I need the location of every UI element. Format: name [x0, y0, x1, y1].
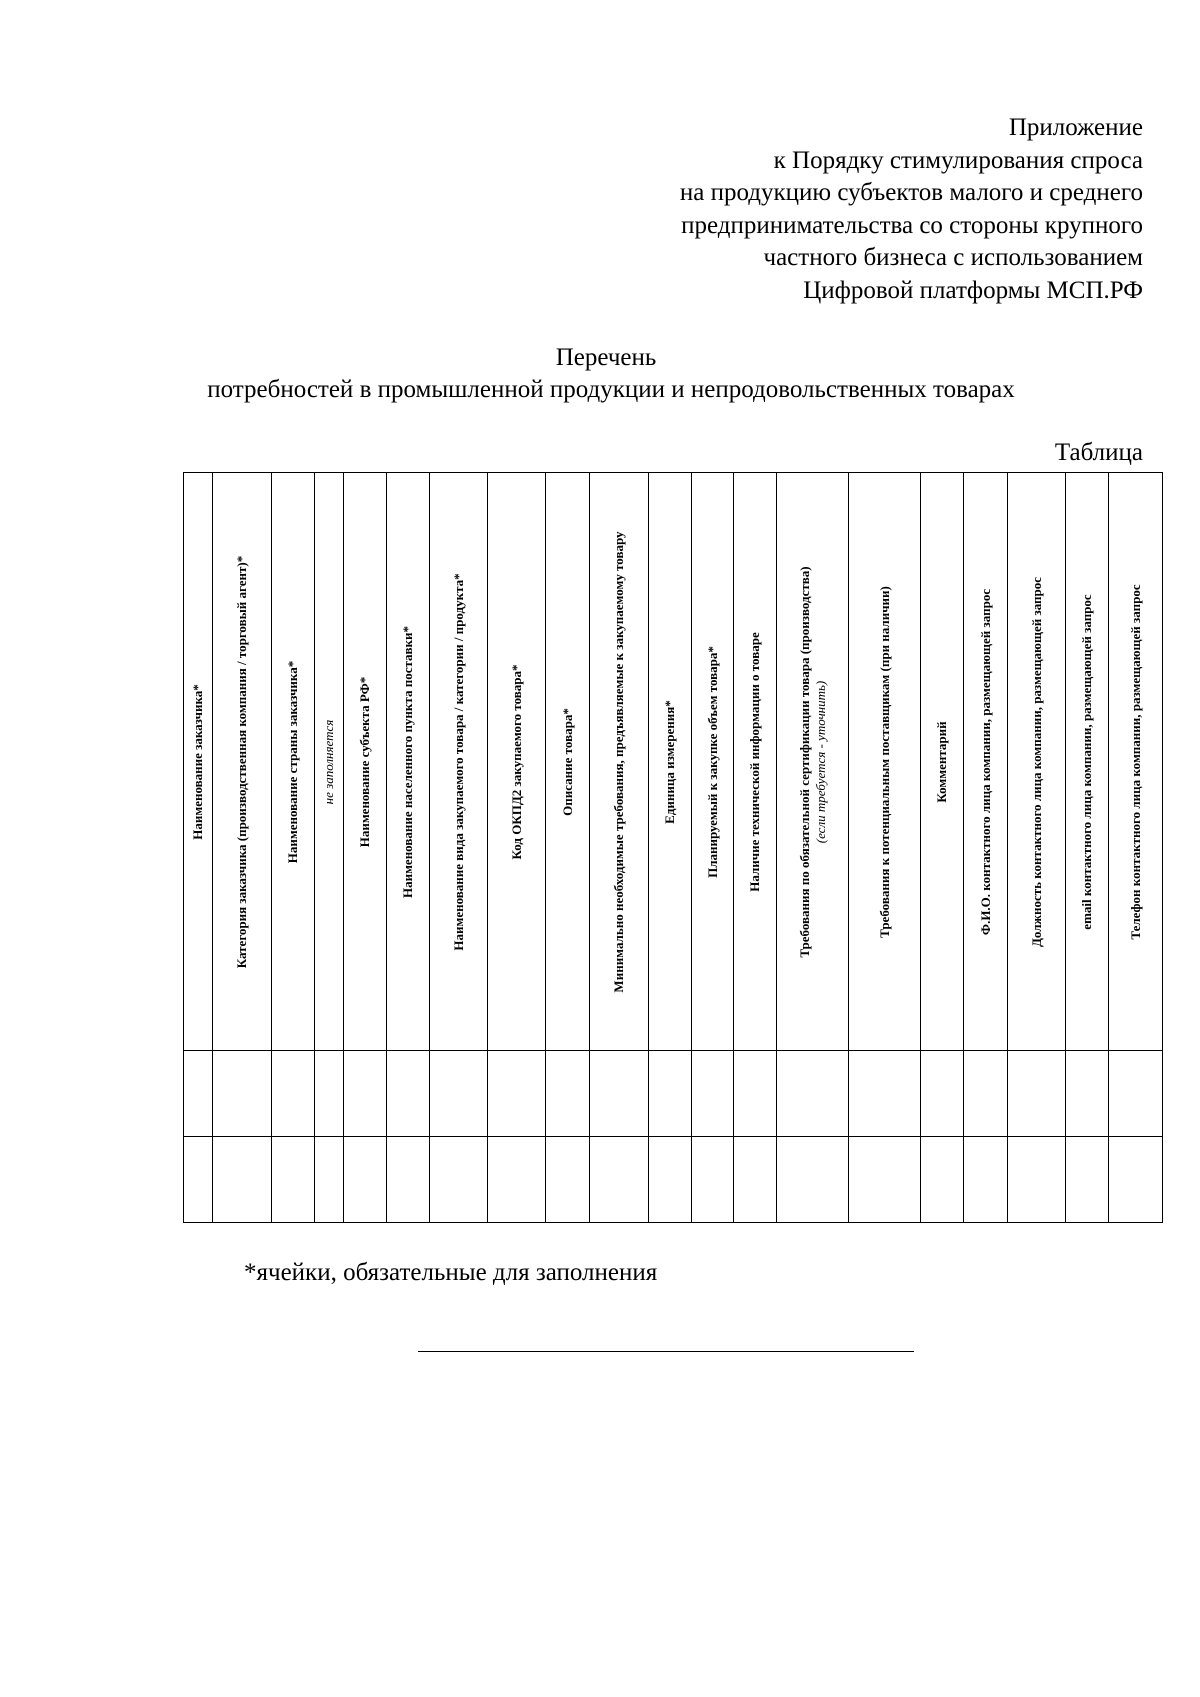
column-header	[344, 473, 387, 1051]
table-cell[interactable]	[692, 1051, 734, 1137]
column-header-label: Минимально необходимые требования, предъявляемые к закупаемому товару	[611, 530, 626, 993]
column-header	[546, 473, 590, 1051]
column-header	[590, 473, 649, 1051]
column-header-label: Наименование заказчика*	[190, 683, 205, 840]
appendix-line: частного бизнеса с использованием	[763, 244, 1143, 271]
table-cell[interactable]	[430, 1137, 488, 1223]
table-header-row	[184, 473, 1163, 1051]
column-header-label: email контактного лица компании, размещающей запрос	[1079, 593, 1094, 930]
table-cell[interactable]	[430, 1051, 488, 1137]
table-cell[interactable]	[546, 1137, 590, 1223]
table-cell[interactable]	[184, 1051, 213, 1137]
needs-table	[183, 472, 1163, 1223]
footnote: *ячейки, обязательные для заполнения	[244, 1259, 658, 1286]
column-header	[849, 473, 921, 1051]
column-header	[692, 473, 734, 1051]
column-header-label: Категория заказчика (производственная компания / торговый агент)*	[234, 555, 249, 968]
column-header-label: Наименование страны заказчика*	[285, 660, 300, 863]
column-header	[430, 473, 488, 1051]
column-header	[734, 473, 777, 1051]
table-row	[184, 1051, 1163, 1137]
column-header-label: Код ОКПД2 закупаемого товара*	[508, 663, 524, 860]
column-header-label: Наименование вида закупаемого товара / категории / продукта*	[450, 572, 466, 951]
table-cell[interactable]	[488, 1051, 546, 1137]
column-header-label: Телефон контактного лица компании, размещающей запрос	[1127, 583, 1143, 940]
column-header-label: Планируемый к закупке объем товара*	[704, 645, 720, 878]
appendix-line: Приложение	[1008, 114, 1143, 141]
column-header	[649, 473, 692, 1051]
table-cell[interactable]	[964, 1137, 1008, 1223]
column-header-note: (если требуется - уточнить)	[812, 680, 828, 843]
title-line-1: Перечень	[555, 344, 657, 371]
table-cell[interactable]	[344, 1137, 387, 1223]
table-cell[interactable]	[387, 1137, 430, 1223]
appendix-line: на продукцию субъектов малого и среднего	[679, 179, 1143, 206]
table-cell[interactable]	[1066, 1137, 1109, 1223]
column-header	[1066, 473, 1109, 1051]
column-header-multiline	[797, 482, 829, 1042]
column-header	[777, 473, 849, 1051]
column-header-label: Требования к потенциальным поставщикам (при наличии)	[876, 585, 892, 938]
column-header-label: Наименование субъекта РФ*	[357, 676, 372, 847]
table-cell[interactable]	[964, 1051, 1008, 1137]
column-header-label: Наличие технической информации о товаре	[747, 631, 762, 892]
table-cell[interactable]	[213, 1137, 272, 1223]
table-cell[interactable]	[272, 1051, 315, 1137]
column-header-label: Наименование населенного пункта поставки*	[400, 625, 415, 898]
table-label: Таблица	[1054, 439, 1143, 466]
column-header-label: Единица измерения*	[662, 699, 677, 824]
column-header	[184, 473, 213, 1051]
table-cell[interactable]	[1008, 1051, 1066, 1137]
table-cell[interactable]	[921, 1051, 964, 1137]
column-header	[1109, 473, 1163, 1051]
document-title	[0, 342, 1200, 406]
appendix-line: Цифровой платформы МСП.РФ	[803, 276, 1143, 304]
column-header-label: Должность контактного лица компании, размещающей запрос	[1028, 576, 1044, 947]
table-cell[interactable]	[590, 1051, 649, 1137]
table-cell[interactable]	[1109, 1137, 1163, 1223]
table-cell[interactable]	[849, 1137, 921, 1223]
table-cell[interactable]	[387, 1051, 430, 1137]
table-cell[interactable]	[213, 1051, 272, 1137]
table-cell[interactable]	[777, 1137, 849, 1223]
column-header-label: Ф.И.О. контактного лица компании, размещающей запрос	[977, 588, 993, 935]
table-cell[interactable]	[546, 1051, 590, 1137]
table-cell[interactable]	[344, 1051, 387, 1137]
column-header	[213, 473, 272, 1051]
table-row	[184, 1137, 1163, 1223]
column-header	[921, 473, 964, 1051]
appendix-line: предпринимательства со стороны крупного	[681, 211, 1143, 239]
table-cell[interactable]	[272, 1137, 315, 1223]
table-cell[interactable]	[649, 1051, 692, 1137]
appendix-block	[680, 112, 1143, 307]
table-cell[interactable]	[1008, 1137, 1066, 1223]
table-cell[interactable]	[1109, 1051, 1163, 1137]
column-header	[315, 473, 344, 1051]
column-header	[1008, 473, 1066, 1051]
table-cell[interactable]	[315, 1051, 344, 1137]
column-header	[964, 473, 1008, 1051]
column-header-label: Требования по обязательной сертификации товара (производства)	[796, 565, 812, 958]
divider-rule	[418, 1351, 914, 1352]
table-cell[interactable]	[734, 1051, 777, 1137]
table-cell[interactable]	[184, 1137, 213, 1223]
table-cell[interactable]	[734, 1137, 777, 1223]
table-cell[interactable]	[590, 1137, 649, 1223]
table-cell[interactable]	[921, 1137, 964, 1223]
column-header	[488, 473, 546, 1051]
column-header-label: Описание товара*	[559, 707, 575, 816]
needs-table-wrapper	[183, 472, 1159, 1222]
table-cell[interactable]	[777, 1051, 849, 1137]
table-cell[interactable]	[1066, 1051, 1109, 1137]
title-line-2: потребностей в промышленной продукции и непродовольственных товарах	[207, 376, 1015, 403]
column-header	[387, 473, 430, 1051]
table-cell[interactable]	[692, 1137, 734, 1223]
column-header-label: Комментарий	[934, 720, 949, 803]
appendix-line: к Порядку стимулирования спроса	[773, 146, 1143, 174]
table-cell[interactable]	[488, 1137, 546, 1223]
column-header	[272, 473, 315, 1051]
column-header-label: не заполняется	[321, 719, 336, 804]
table-cell[interactable]	[315, 1137, 344, 1223]
table-cell[interactable]	[649, 1137, 692, 1223]
table-cell[interactable]	[849, 1051, 921, 1137]
